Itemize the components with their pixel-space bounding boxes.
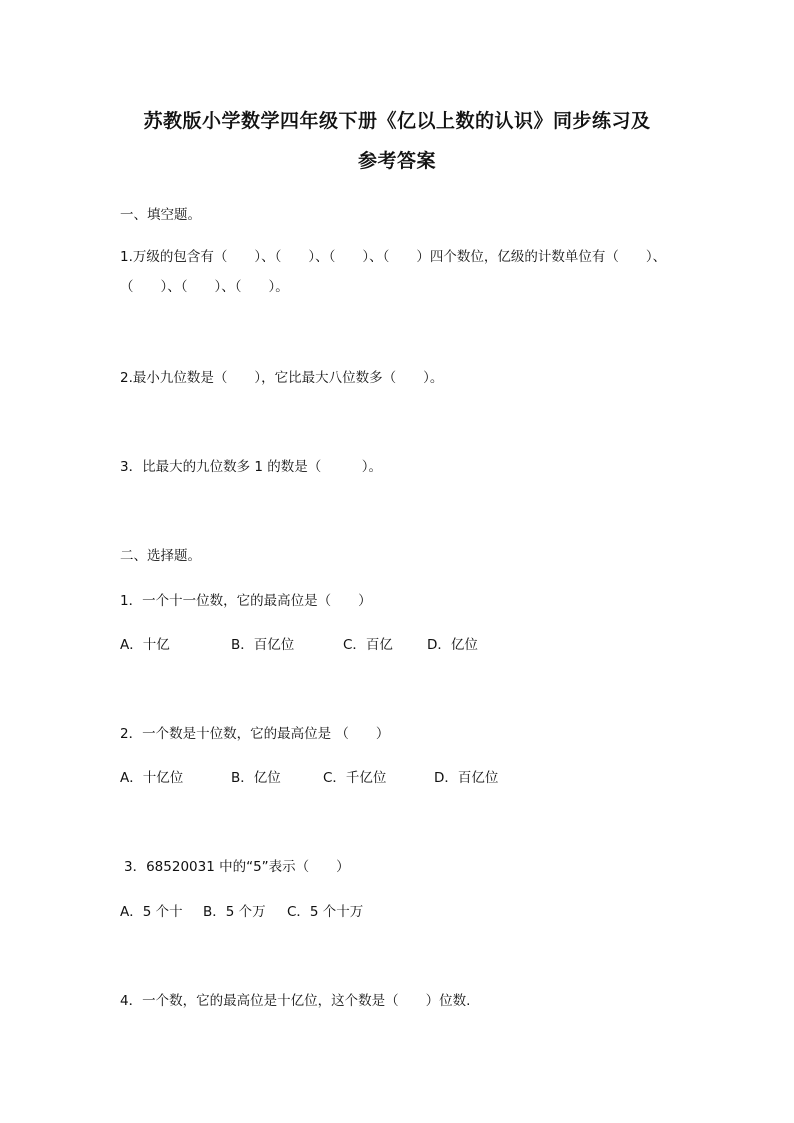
fill-question-1-line-2: （ ）、（ ）、（ ）。 [120,279,289,295]
choice-1-option-c: C．百亿 [343,637,393,653]
choice-3-option-b: B．5 个万 [203,904,266,920]
choice-2-option-c: C．千亿位 [323,770,387,786]
choice-question-1: 1．一个十一位数，它的最高位是（ ） [120,593,372,609]
choice-1-option-b: B．百亿位 [231,637,295,653]
fill-question-1-line-1: 1.万级的包含有（ ）、（ ）、（ ）、（ ）四个数位，亿级的计数单位有（ ）、 [120,249,667,265]
section-1-heading: 一、填空题。 [120,207,201,223]
choice-1-option-d: D．亿位 [427,637,478,653]
choice-question-2: 2．一个数是十位数，它的最高位是 （ ） [120,726,390,742]
choice-2-option-a: A．十亿位 [120,770,184,786]
fill-question-2: 2.最小九位数是（ ），它比最大八位数多（ ）。 [120,370,444,386]
choice-2-option-b: B．亿位 [231,770,281,786]
choice-question-4: 4．一个数，它的最高位是十亿位，这个数是（ ）位数. [120,993,471,1009]
choice-1-option-a: A．十亿 [120,637,170,653]
section-2-heading: 二、选择题。 [120,548,201,564]
choice-2-option-d: D．百亿位 [434,770,499,786]
choice-3-option-a: A．5 个十 [120,904,183,920]
choice-question-3: 3．68520031 中的“5”表示（ ） [124,859,350,875]
fill-question-3: 3．比最大的九位数多 1 的数是（ ）。 [120,459,383,475]
document-title-line-1: 苏教版小学数学四年级下册《亿以上数的认识》同步练习及 [143,110,651,132]
choice-3-option-c: C．5 个十万 [287,904,364,920]
document-title-line-2: 参考答案 [357,150,436,172]
